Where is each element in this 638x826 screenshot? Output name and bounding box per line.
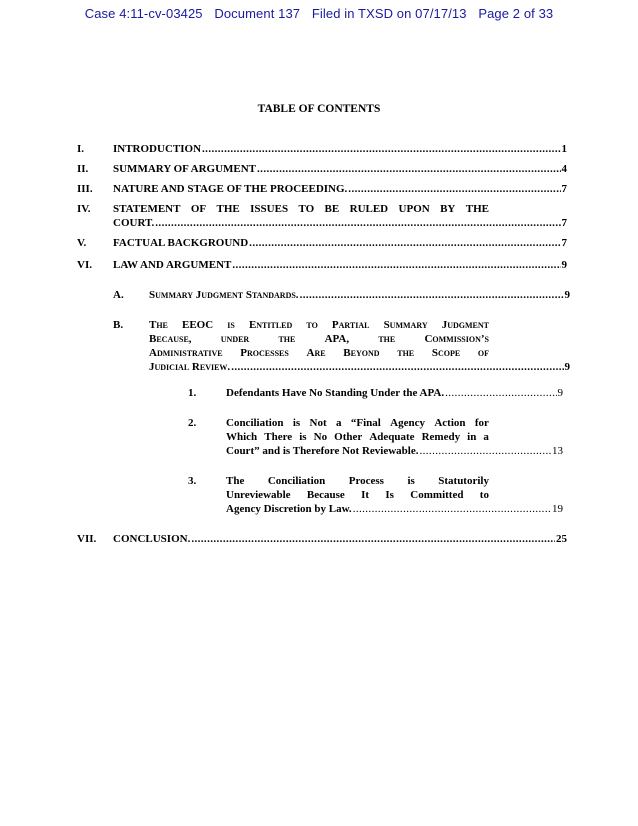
entry-page: 4	[561, 163, 567, 175]
entry-title: INTRODUCTION	[113, 143, 202, 155]
title-word: The	[226, 475, 245, 487]
title-word: STATEMENT	[113, 203, 181, 215]
entry-number: V.	[77, 237, 87, 249]
entry-title: Defendants Have No Standing Under the APA.	[226, 387, 445, 399]
case-number: Case 4:11-cv-03425	[84, 6, 203, 21]
title-word: Unreviewable	[226, 489, 291, 501]
title-word: Administrative	[149, 347, 223, 359]
title-word: Conciliation	[226, 417, 284, 429]
entry-number: VII.	[77, 533, 97, 545]
title-word: Adequate	[369, 431, 415, 443]
filed-info: Filed in TXSD on 07/17/13	[311, 6, 467, 21]
title-word: Judgment	[441, 319, 489, 331]
entry-page: 25	[556, 533, 567, 545]
entry-page: 9	[557, 387, 563, 399]
title-word: Remedy	[421, 431, 461, 443]
title-word: Beyond	[343, 347, 380, 359]
title-word: Committed	[410, 489, 464, 501]
title-word: Which	[226, 431, 258, 443]
title-word: TO	[298, 203, 315, 215]
title-word: BE	[324, 203, 340, 215]
entry-number: IV.	[77, 203, 91, 215]
title-word: Commission’s	[424, 333, 489, 345]
title-word: Entitled	[248, 319, 293, 331]
title-word: a	[335, 417, 342, 429]
title-word: There	[264, 431, 293, 443]
entry-title-cont: Agency Discretion by Law.	[226, 503, 352, 515]
entry-page: 9	[561, 259, 567, 271]
title-word: is	[227, 319, 235, 331]
entry-title: Summary Judgment Standards.	[149, 289, 299, 301]
entry-page: 7	[561, 217, 567, 229]
entry-title-cont: COURT.	[113, 217, 155, 229]
title-word: UPON	[398, 203, 430, 215]
title-word: Agency	[390, 417, 425, 429]
filing-header	[0, 6, 638, 21]
entry-page: 19	[552, 503, 563, 515]
title-word: ISSUES	[250, 203, 289, 215]
title-word: in	[467, 431, 477, 443]
title-word: Are	[306, 347, 326, 359]
entry-number: A.	[113, 289, 124, 301]
entry-title: FACTUAL BACKGROUND	[113, 237, 249, 249]
entry-number: 1.	[188, 387, 197, 399]
entry-number: 3.	[188, 475, 197, 487]
page-info: Page 2 of 33	[478, 6, 554, 21]
title-word: Because	[306, 489, 345, 501]
title-word: BY	[440, 203, 456, 215]
entry-number: 2.	[188, 417, 197, 429]
entry-number: I.	[77, 143, 85, 155]
title-word: Statutorily	[438, 475, 489, 487]
title-word: Not	[309, 417, 327, 429]
title-word: Process	[348, 475, 384, 487]
entry-page: 13	[552, 445, 563, 457]
title-word: to	[306, 319, 318, 331]
entry-title: SUMMARY OF ARGUMENT	[113, 163, 257, 175]
entry-title-cont: Court” and is Therefore Not Reviewable.	[226, 445, 419, 457]
title-word: is	[292, 417, 301, 429]
title-word: to	[479, 489, 489, 501]
entry-page: 9	[564, 289, 570, 301]
entry-page: 1	[561, 143, 567, 155]
title-word: is	[299, 431, 307, 443]
title-word: The	[149, 319, 168, 331]
entry-page: 9	[564, 361, 570, 373]
title-word: Scope	[431, 347, 461, 359]
title-word: for	[474, 417, 489, 429]
entry-title: CONCLUSION.	[113, 533, 191, 545]
title-word: the	[278, 333, 296, 345]
title-word: Partial	[331, 319, 370, 331]
title-word: THE	[465, 203, 489, 215]
title-word: the	[397, 347, 415, 359]
title-word: of	[477, 347, 489, 359]
entry-number: II.	[77, 163, 89, 175]
title-word: under	[220, 333, 250, 345]
title-word: Action	[434, 417, 466, 429]
title-word: No	[313, 431, 328, 443]
title-word: Because,	[149, 333, 192, 345]
toc-title: TABLE OF CONTENTS	[257, 103, 381, 115]
entry-number: III.	[77, 183, 93, 195]
title-word: EEOC	[182, 319, 214, 331]
entry-page: 7	[561, 237, 567, 249]
document-number: Document 137	[214, 6, 301, 21]
entry-title-cont: Judicial Review.	[149, 361, 231, 373]
title-word: Conciliation	[267, 475, 326, 487]
entry-number: VI.	[77, 259, 92, 271]
entry-number: B.	[113, 319, 124, 331]
title-word: It	[361, 489, 370, 501]
title-word: APA,	[324, 333, 350, 345]
title-word: the	[378, 333, 396, 345]
entry-title: LAW AND ARGUMENT	[113, 259, 232, 271]
entry-page: 7	[561, 183, 567, 195]
title-word: RULED	[349, 203, 389, 215]
title-word: “Final	[350, 417, 381, 429]
title-word: Processes	[240, 347, 289, 359]
title-word: is	[407, 475, 415, 487]
title-word: THE	[216, 203, 240, 215]
title-word: Summary	[383, 319, 428, 331]
title-word: Is	[385, 489, 394, 501]
title-word: a	[483, 431, 489, 443]
title-word: Other	[334, 431, 363, 443]
entry-title: NATURE AND STAGE OF THE PROCEEDING.	[113, 183, 348, 195]
title-word: OF	[190, 203, 207, 215]
